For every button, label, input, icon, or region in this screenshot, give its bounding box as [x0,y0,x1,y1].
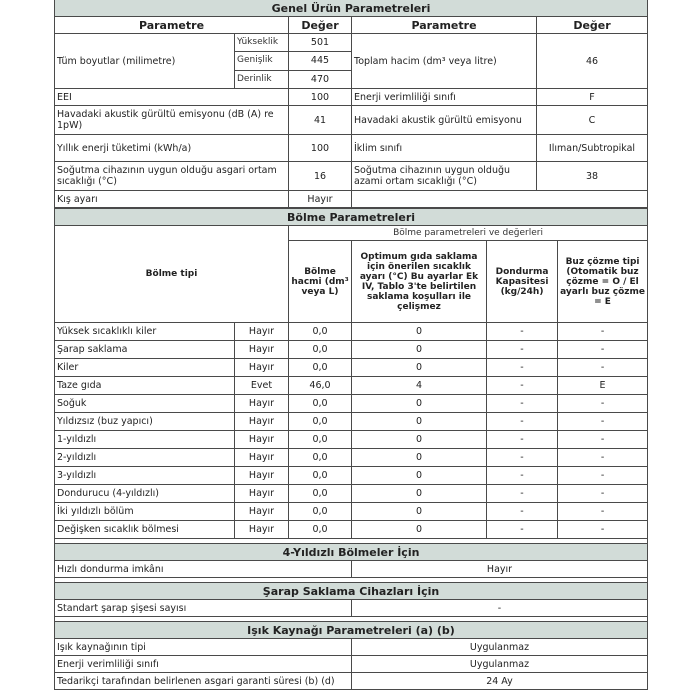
climate-class-label: İklim sınıfı [352,135,537,162]
table-row [55,377,648,395]
height-label: Yükseklik [235,34,289,52]
compartment-name: Yüksek sıcaklıklı kiler [55,323,235,341]
min-temp-value: 16 [289,162,352,191]
table-row [55,449,648,467]
energy-class-value: F [537,89,648,106]
compartment-defrost: - [558,449,648,467]
compartment-section-title: Bölme Parametreleri [55,209,648,226]
winter-setting-label: Kış ayarı [55,191,289,208]
light-section-title: Işık Kaynağı Parametreleri (a) (b) [55,622,648,639]
light-type-label: Işık kaynağının tipi [55,639,352,656]
compartment-freeze: - [487,377,558,395]
max-temp-value: 38 [537,162,648,191]
compartment-freeze: - [487,521,558,539]
compartment-volume-header: Bölme hacmi (dm³ veya L) [289,241,352,323]
wine-bottles-value: - [352,600,648,617]
compartment-freeze: - [487,413,558,431]
compartment-temp: 4 [352,377,487,395]
compartment-volume: 0,0 [289,503,352,521]
winter-setting-value: Hayır [289,191,352,208]
compartment-defrost: - [558,467,648,485]
compartment-defrost: - [558,359,648,377]
four-star-table [54,539,648,690]
energy-class-label: Enerji verimliliği sınıfı [352,89,537,106]
compartment-temp: 0 [352,503,487,521]
compartment-volume: 46,0 [289,377,352,395]
eei-label: EEI [55,89,289,106]
compartment-freeze: - [487,467,558,485]
max-temp-label: Soğutma cihazının uygun olduğu azami ortam sıcaklığı (°C) [352,162,537,191]
compartment-temp-header: Optimum gıda saklama için önerilen sıcaklık ayarı (°C) Bu ayarlar Ek IV, Tablo 3'te belirtilen saklama koşulları ile çelişmez [352,241,487,323]
compartment-volume: 0,0 [289,359,352,377]
annual-energy-label: Yıllık enerji tüketimi (kWh/a) [55,135,289,162]
compartment-parameters-table [54,208,648,539]
min-temp-label: Soğutma cihazının uygun olduğu asgari ortam sıcaklığı (°C) [55,162,289,191]
compartment-volume: 0,0 [289,413,352,431]
compartment-defrost: - [558,413,648,431]
warranty-label: Tedarikçi tarafından belirlenen asgari garanti süresi (b) (d) [55,673,352,690]
compartment-freeze: - [487,341,558,359]
compartment-present: Hayır [235,485,289,503]
col-header-value-2: Değer [537,17,648,34]
compartment-present: Hayır [235,467,289,485]
compartment-temp: 0 [352,431,487,449]
compartment-volume: 0,0 [289,323,352,341]
noise-class-label: Havadaki akustik gürültü emisyonu [352,106,537,135]
compartment-name: Soğuk [55,395,235,413]
col-header-param: Parametre [55,17,289,34]
compartment-name: 2-yıldızlı [55,449,235,467]
fast-freeze-label: Hızlı dondurma imkânı [55,561,352,578]
compartment-temp: 0 [352,521,487,539]
compartment-temp: 0 [352,323,487,341]
compartment-name: Taze gıda [55,377,235,395]
compartment-temp: 0 [352,449,487,467]
noise-class-value: C [537,106,648,135]
compartment-name: 3-yıldızlı [55,467,235,485]
table-row [55,467,648,485]
compartment-present: Hayır [235,503,289,521]
compartment-defrost: - [558,395,648,413]
table-row [55,323,648,341]
table-row [55,413,648,431]
dimensions-label: Tüm boyutlar (milimetre) [55,34,235,89]
four-star-section-title: 4-Yıldızlı Bölmeler İçin [55,544,648,561]
compartment-volume: 0,0 [289,467,352,485]
compartment-defrost: - [558,485,648,503]
compartment-freeze: - [487,431,558,449]
defrost-type-header: Buz çözme tipi (Otomatik buz çözme = O / El ayarlı buz çözme = E [558,241,648,323]
fast-freeze-value: Hayır [352,561,648,578]
compartment-temp: 0 [352,485,487,503]
compartment-present: Hayır [235,359,289,377]
compartment-name: Değişken sıcaklık bölmesi [55,521,235,539]
compartment-defrost: - [558,341,648,359]
wine-section-title: Şarap Saklama Cihazları İçin [55,583,648,600]
compartment-freeze: - [487,485,558,503]
volume-value: 46 [537,34,648,89]
compartment-present: Hayır [235,323,289,341]
compartment-volume: 0,0 [289,341,352,359]
compartment-temp: 0 [352,413,487,431]
compartment-present: Hayır [235,521,289,539]
compartment-temp: 0 [352,467,487,485]
compartment-freeze: - [487,449,558,467]
table-row [55,395,648,413]
compartment-name: Kiler [55,359,235,377]
compartment-volume: 0,0 [289,395,352,413]
compartment-volume: 0,0 [289,449,352,467]
compartment-temp: 0 [352,359,487,377]
depth-value: 470 [289,70,352,88]
compartment-temp: 0 [352,341,487,359]
warranty-value: 24 Ay [352,673,648,690]
light-class-value: Uygulanmaz [352,656,648,673]
wine-bottles-label: Standart şarap şişesi sayısı [55,600,352,617]
compartment-defrost: - [558,431,648,449]
annual-energy-value: 100 [289,135,352,162]
compartment-defrost: - [558,521,648,539]
compartment-present: Hayır [235,395,289,413]
light-class-label: Enerji verimliliği sınıfı [55,656,352,673]
noise-db-value: 41 [289,106,352,135]
table-row [55,341,648,359]
compartment-group-header: Bölme parametreleri ve değerleri [289,226,648,241]
compartment-defrost: - [558,503,648,521]
compartment-present: Evet [235,377,289,395]
compartment-name: Dondurucu (4-yıldızlı) [55,485,235,503]
compartment-present: Hayır [235,431,289,449]
compartment-defrost: E [558,377,648,395]
compartment-name: 1-yıldızlı [55,431,235,449]
compartment-freeze: - [487,503,558,521]
compartment-volume: 0,0 [289,431,352,449]
col-header-value: Değer [289,17,352,34]
product-info-sheet [54,0,647,690]
table-row [55,503,648,521]
compartment-temp: 0 [352,395,487,413]
freeze-capacity-header: Dondurma Kapasitesi (kg/24h) [487,241,558,323]
table-row [55,359,648,377]
compartment-volume: 0,0 [289,485,352,503]
general-section-title: Genel Ürün Parametreleri [55,0,648,17]
col-header-param-2: Parametre [352,17,537,34]
compartment-name: Yıldızsız (buz yapıcı) [55,413,235,431]
noise-db-label: Havadaki akustik gürültü emisyonu (dB (A) re 1pW) [55,106,289,135]
compartment-present: Hayır [235,413,289,431]
compartment-freeze: - [487,395,558,413]
compartment-freeze: - [487,323,558,341]
width-value: 445 [289,52,352,70]
compartment-volume: 0,0 [289,521,352,539]
compartment-rows [55,323,648,539]
table-row [55,485,648,503]
width-label: Genişlik [235,52,289,70]
table-row [55,521,648,539]
compartment-present: Hayır [235,449,289,467]
volume-label: Toplam hacim (dm³ veya litre) [352,34,537,89]
compartment-present: Hayır [235,341,289,359]
compartment-type-header: Bölme tipi [55,226,289,323]
eei-value: 100 [289,89,352,106]
compartment-defrost: - [558,323,648,341]
climate-class-value: Ilıman/Subtropikal [537,135,648,162]
general-parameters-table [54,0,648,208]
table-row [55,431,648,449]
compartment-freeze: - [487,359,558,377]
depth-label: Derinlik [235,70,289,88]
compartment-name: Şarap saklama [55,341,235,359]
light-type-value: Uygulanmaz [352,639,648,656]
compartment-name: İki yıldızlı bölüm [55,503,235,521]
height-value: 501 [289,34,352,52]
